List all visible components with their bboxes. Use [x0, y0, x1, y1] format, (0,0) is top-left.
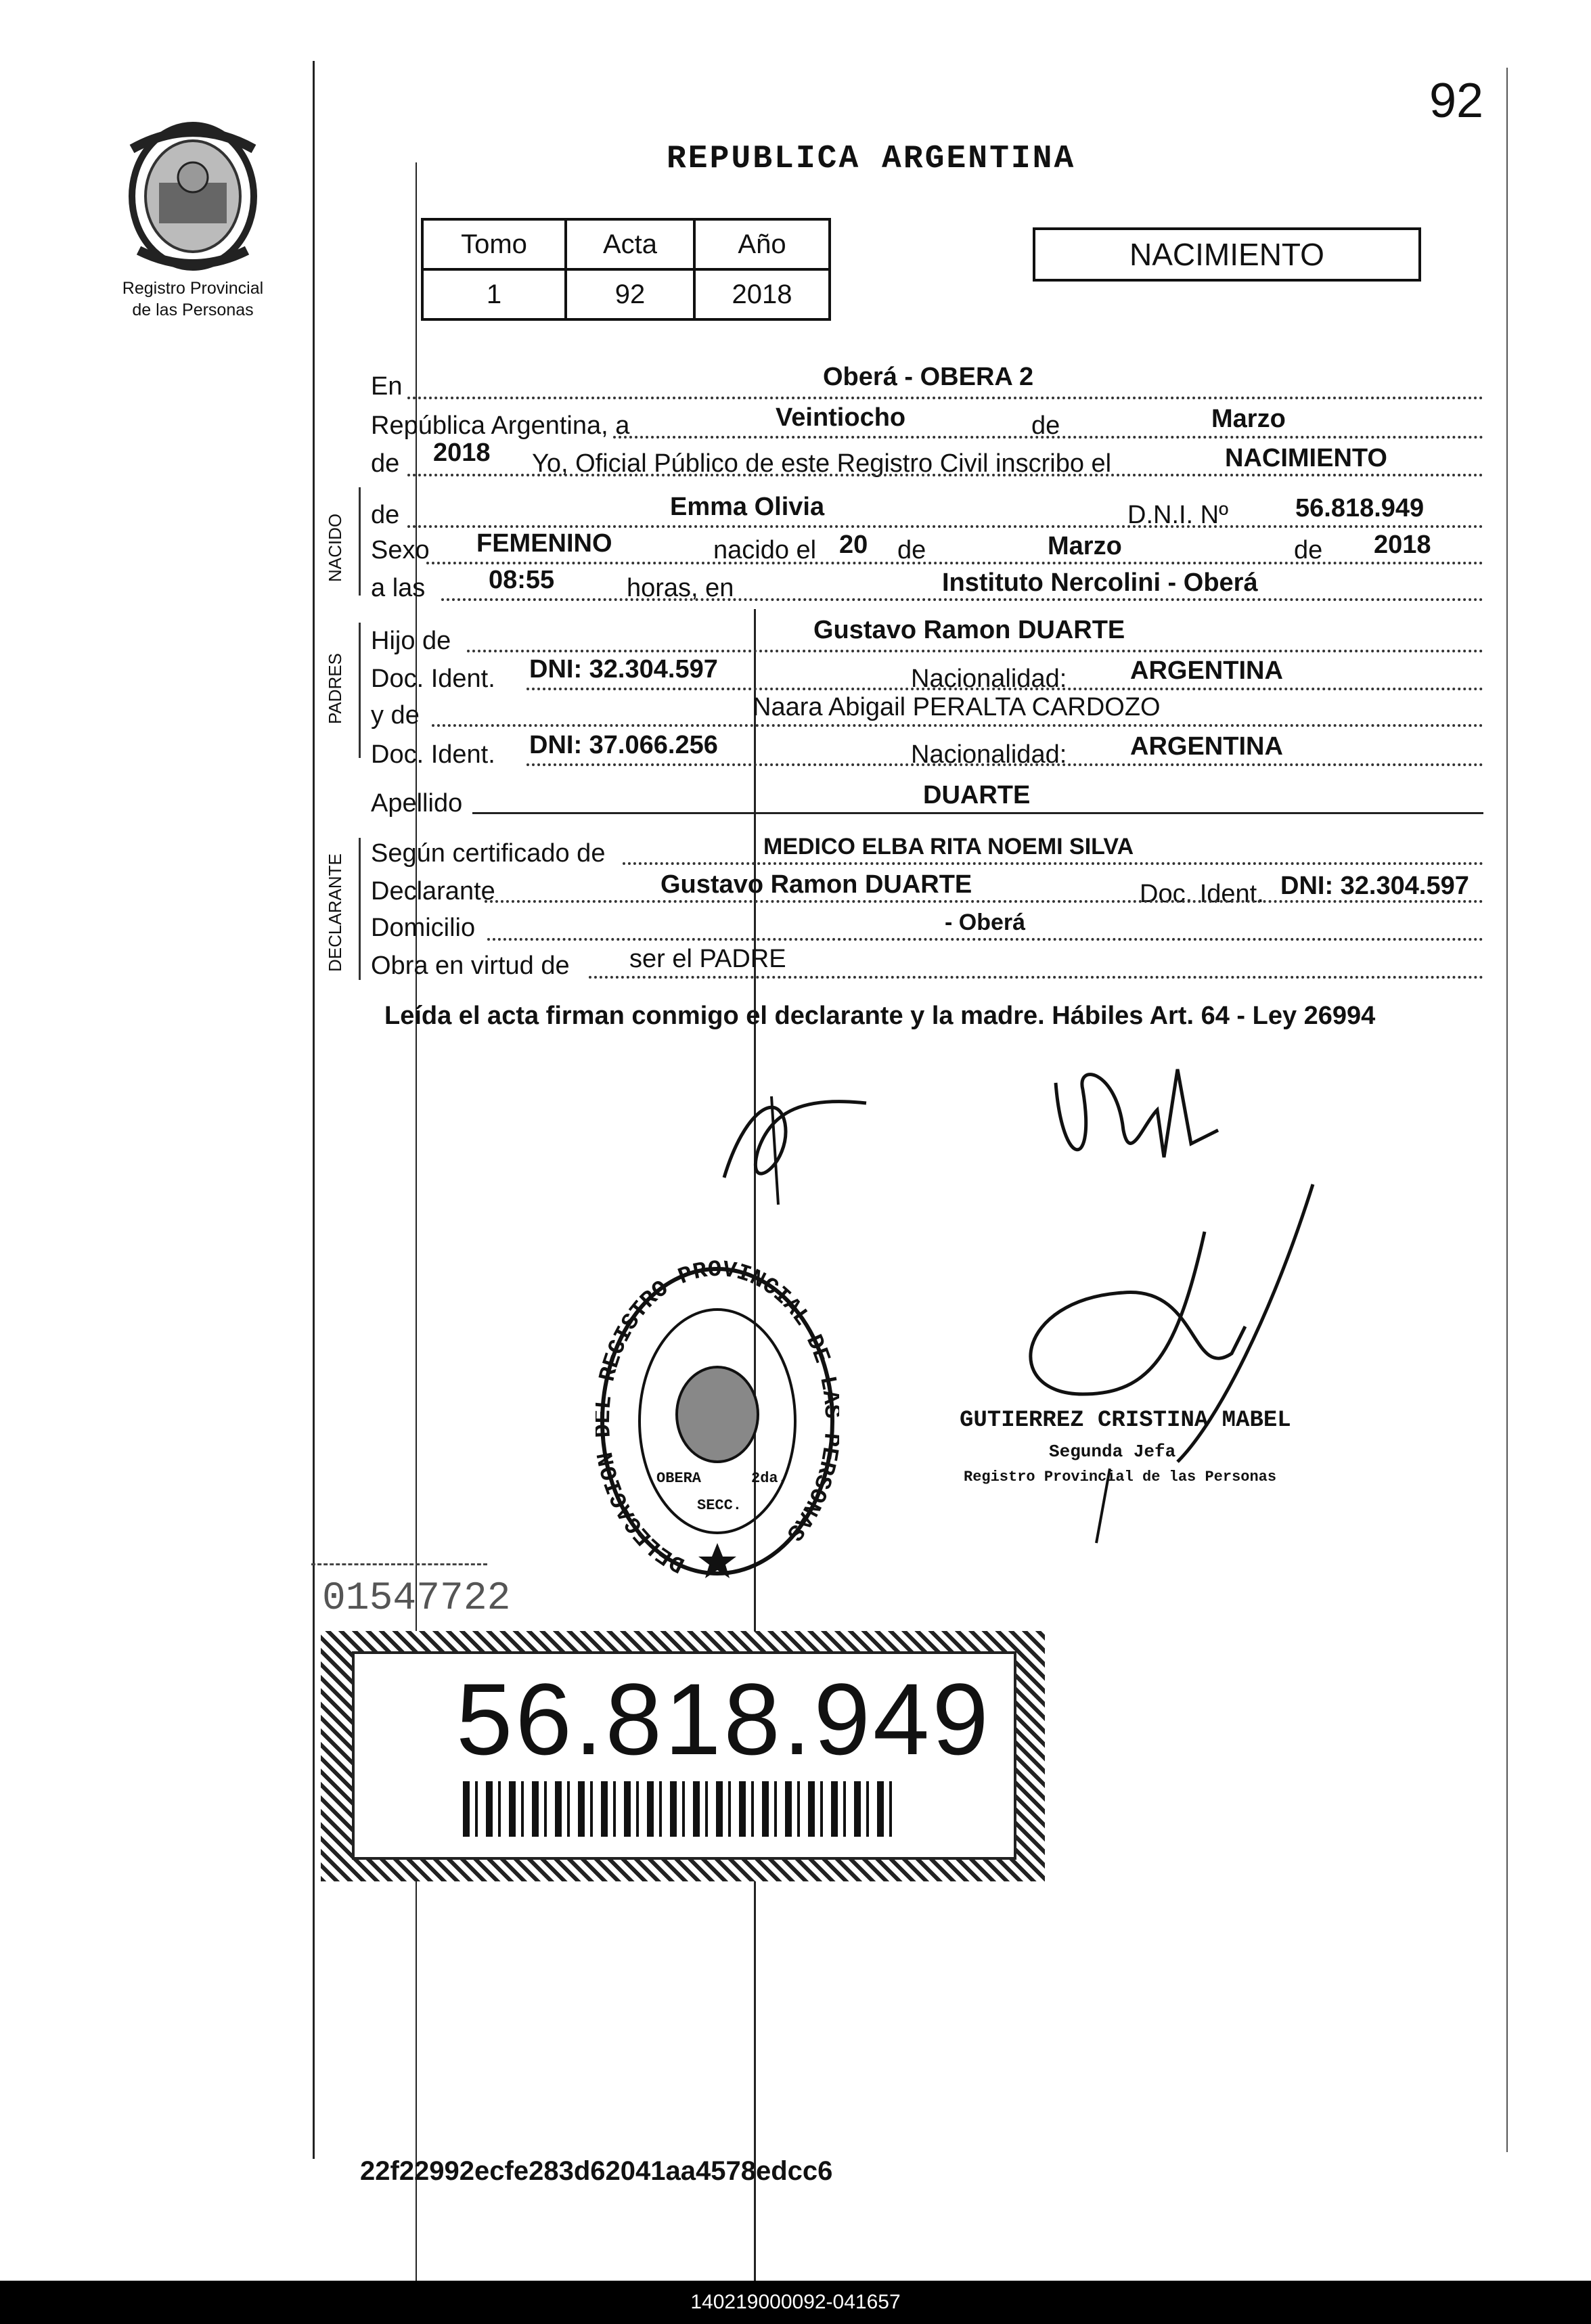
label-dni: D.N.I. Nº — [1127, 501, 1228, 529]
dotted-line — [467, 650, 1483, 652]
mother-signature — [1042, 1049, 1232, 1178]
left-margin-line — [313, 61, 315, 2159]
page-title: REPUBLICA ARGENTINA — [667, 141, 1076, 177]
label-domicilio: Domicilio — [371, 914, 476, 942]
barcode-number: 56.818.949 — [456, 1662, 991, 1776]
barcode-panel — [321, 1631, 1045, 1881]
father-doc: DNI: 32.304.597 — [529, 655, 718, 684]
registration-month: Marzo — [1211, 405, 1286, 433]
inner-margin-line — [416, 162, 417, 2281]
father-nationality: ARGENTINA — [1130, 656, 1283, 685]
father-name: Gustavo Ramon DUARTE — [813, 616, 1125, 644]
label-y-de: y de — [371, 701, 420, 730]
label-segun-certificado: Según certificado de — [371, 839, 606, 868]
declarant-address: - Oberá — [945, 910, 1026, 935]
page-number: 92 — [1429, 74, 1484, 128]
declarant-role: ser el PADRE — [629, 945, 786, 973]
birth-time: 08:55 — [489, 566, 555, 594]
child-name: Emma Olivia — [670, 493, 825, 521]
label-doc-ident: Doc. Ident. — [1140, 880, 1264, 908]
label-doc-ident: Doc. Ident. — [371, 740, 495, 769]
declarant-signature — [704, 1069, 880, 1211]
child-dni: 56.818.949 — [1295, 494, 1425, 522]
label-nacionalidad: Nacionalidad: — [911, 740, 1067, 769]
mother-nationality: ARGENTINA — [1130, 732, 1283, 761]
dotted-line — [407, 397, 1483, 399]
dotted-line — [623, 862, 1483, 865]
registry-table — [421, 218, 831, 321]
dotted-line — [432, 724, 1483, 727]
table-header: Tomo — [422, 219, 566, 269]
stamp-inner-secc: SECC. — [697, 1497, 742, 1514]
mother-doc: DNI: 37.066.256 — [529, 731, 718, 759]
label-nacido-el: nacido el — [713, 536, 817, 564]
table-header: Acta — [566, 219, 694, 269]
stamp-ring-text: DELEGACION REGISTRO PROVINCIAL DE L RSONAS — [596, 1259, 839, 1578]
dotted-line — [407, 525, 1483, 528]
dotted-line — [526, 688, 1483, 690]
barcode-label — [352, 1651, 1016, 1860]
label-de2: de — [371, 449, 400, 478]
label-de: de — [897, 536, 926, 564]
registrar-office-stamp: Registro Provincial de las Personas — [964, 1469, 1277, 1485]
surname: DUARTE — [923, 781, 1031, 809]
section-bracket — [359, 623, 361, 758]
closing-statement: Leída el acta firman conmigo el declarante y la madre. Hábiles Art. 64 - Ley 26994 — [384, 1002, 1376, 1030]
certificate-issuer: MEDICO ELBA RITA NOEMI SILVA — [763, 834, 1134, 859]
registration-year: 2018 — [433, 439, 491, 467]
section-bracket — [359, 838, 361, 980]
label-de: de — [1294, 536, 1323, 564]
stamp-inner-2da: 2da. — [751, 1470, 787, 1487]
label-sexo: Sexo — [371, 536, 430, 564]
birth-day: 20 — [839, 531, 868, 559]
underline — [472, 812, 1483, 814]
registrar-title-stamp: Segunda Jefa — [1049, 1442, 1176, 1462]
dotted-line — [441, 598, 1483, 601]
label-apellido: Apellido — [371, 789, 463, 818]
registration-day: Veintiocho — [776, 403, 906, 432]
dotted-line — [589, 976, 1483, 979]
dotted-line — [526, 763, 1483, 766]
label-declarante: Declarante — [371, 877, 495, 906]
declarant-name: Gustavo Ramon DUARTE — [660, 870, 972, 899]
label-doc-ident: Doc. Ident. — [371, 665, 495, 693]
table-cell: 92 — [566, 269, 694, 319]
delegation-stamp — [596, 1259, 839, 1584]
table-header: Año — [694, 219, 830, 269]
section-bracket — [359, 487, 361, 596]
label-horas-en: horas, en — [627, 574, 734, 602]
right-margin-line — [1506, 68, 1508, 2152]
table-cell: 1 — [422, 269, 566, 319]
birth-place: Oberá - OBERA 2 — [823, 363, 1034, 391]
section-label-declarante: DECLARANTE — [325, 853, 345, 972]
logo-caption: Registro Provincial de las Personas — [122, 279, 264, 319]
label-hijo-de: Hijo de — [371, 627, 451, 655]
declarant-doc: DNI: 32.304.597 — [1280, 872, 1469, 900]
label-en: En — [371, 372, 403, 401]
label-nacionalidad: Nacionalidad: — [911, 665, 1067, 693]
label-republica: República Argentina, a — [371, 411, 630, 440]
document-type-box: NACIMIENTO — [1033, 227, 1421, 282]
label-de: de — [371, 501, 400, 529]
dotted-line — [426, 562, 1483, 564]
footer-code: 140219000092-041657 — [0, 2281, 1591, 2324]
dotted-line — [485, 900, 1483, 903]
label-de: de — [1031, 411, 1060, 440]
label-a-las: a las — [371, 574, 426, 602]
event-type: NACIMIENTO — [1225, 444, 1387, 472]
barcode-bars — [463, 1781, 896, 1837]
child-sex: FEMENINO — [476, 529, 612, 558]
mother-name: Naara Abigail PERALTA CARDOZO — [753, 693, 1161, 721]
birth-year: 2018 — [1374, 531, 1431, 559]
stamp-inner-city: OBERA — [656, 1470, 702, 1487]
province-seal-logo — [118, 122, 267, 271]
section-label-nacido: NACIDO — [325, 513, 345, 582]
table-cell: 2018 — [694, 269, 830, 319]
label-yo: Yo, Oficial Público de este Registro Civil inscribo el — [532, 449, 1112, 478]
dotted-line — [407, 474, 1483, 476]
registrar-signature — [974, 1178, 1326, 1557]
separator-line — [311, 1563, 487, 1565]
section-label-padres: PADRES — [325, 653, 345, 724]
label-obra-en-virtud: Obra en virtud de — [371, 952, 570, 980]
serial-number: 01547722 — [322, 1577, 511, 1621]
birth-month: Marzo — [1048, 532, 1122, 560]
registrar-name-stamp: GUTIERREZ CRISTINA MABEL — [960, 1408, 1291, 1433]
document-hash: 22f22992ecfe283d62041aa4578edcc6 — [360, 2156, 833, 2186]
birth-institution: Instituto Nercolini - Oberá — [942, 568, 1258, 597]
dotted-line — [487, 938, 1483, 941]
